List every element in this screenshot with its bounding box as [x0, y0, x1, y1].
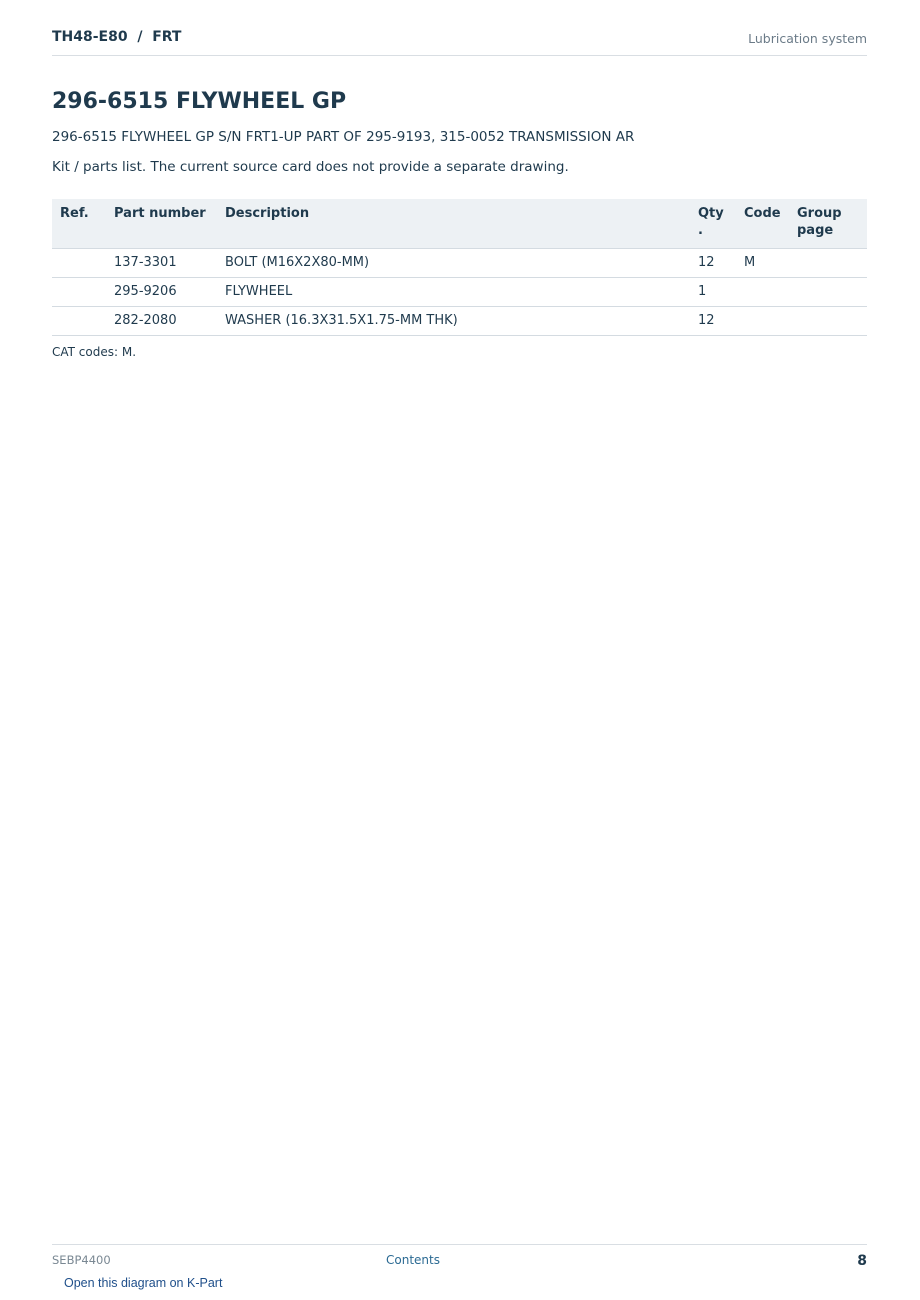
cell-code: [736, 278, 789, 307]
table-row: [52, 278, 867, 307]
header-ref: Ref.: [52, 199, 106, 249]
group-description: 296-6515 FLYWHEEL GP S/N FRT1-UP PART OF 295-9193, 315-0052 TRANSMISSION AR: [52, 129, 635, 145]
source-note: Kit / parts list. The current source card does not provide a separate drawing.: [52, 159, 569, 175]
cell-part-number: 137-3301: [106, 249, 217, 278]
cell-group-page: [789, 307, 867, 336]
header-group-page: Group page: [789, 199, 867, 249]
cell-description: WASHER (16.3X31.5X1.75-MM THK): [217, 307, 690, 336]
cell-part-number: 282-2080: [106, 307, 217, 336]
open-kpart-link[interactable]: Open this diagram on K-Part: [64, 1276, 223, 1290]
cell-ref: [52, 249, 106, 278]
header-description: Description: [217, 199, 690, 249]
cell-group-page: [789, 278, 867, 307]
cell-qty: 1: [690, 278, 736, 307]
cell-ref: [52, 307, 106, 336]
parts-table: [52, 199, 867, 336]
cell-code: [736, 307, 789, 336]
header-qty: Qty .: [690, 199, 736, 249]
table-header-row: [52, 199, 867, 249]
cat-codes-note: CAT codes: M.: [52, 345, 137, 359]
header-code: Code: [736, 199, 789, 249]
page-title: 296-6515 FLYWHEEL GP: [52, 89, 347, 114]
table-row: [52, 249, 867, 278]
table-row: [52, 307, 867, 336]
cell-group-page: [789, 249, 867, 278]
cell-description: BOLT (M16X2X80-MM): [217, 249, 690, 278]
document-id: SEBP4400: [52, 1253, 111, 1267]
cell-code: M: [736, 249, 789, 278]
page-number: 8: [857, 1253, 867, 1269]
cell-qty: 12: [690, 249, 736, 278]
header-part-number: Part number: [106, 199, 217, 249]
contents-link[interactable]: Contents: [386, 1253, 440, 1267]
model-label: TH48-E80 / FRT: [52, 29, 182, 45]
cell-qty: 12: [690, 307, 736, 336]
page-header: [52, 28, 867, 56]
cell-description: FLYWHEEL: [217, 278, 690, 307]
cell-ref: [52, 278, 106, 307]
section-label: Lubrication system: [748, 31, 867, 46]
page-footer: [52, 1244, 867, 1274]
cell-part-number: 295-9206: [106, 278, 217, 307]
